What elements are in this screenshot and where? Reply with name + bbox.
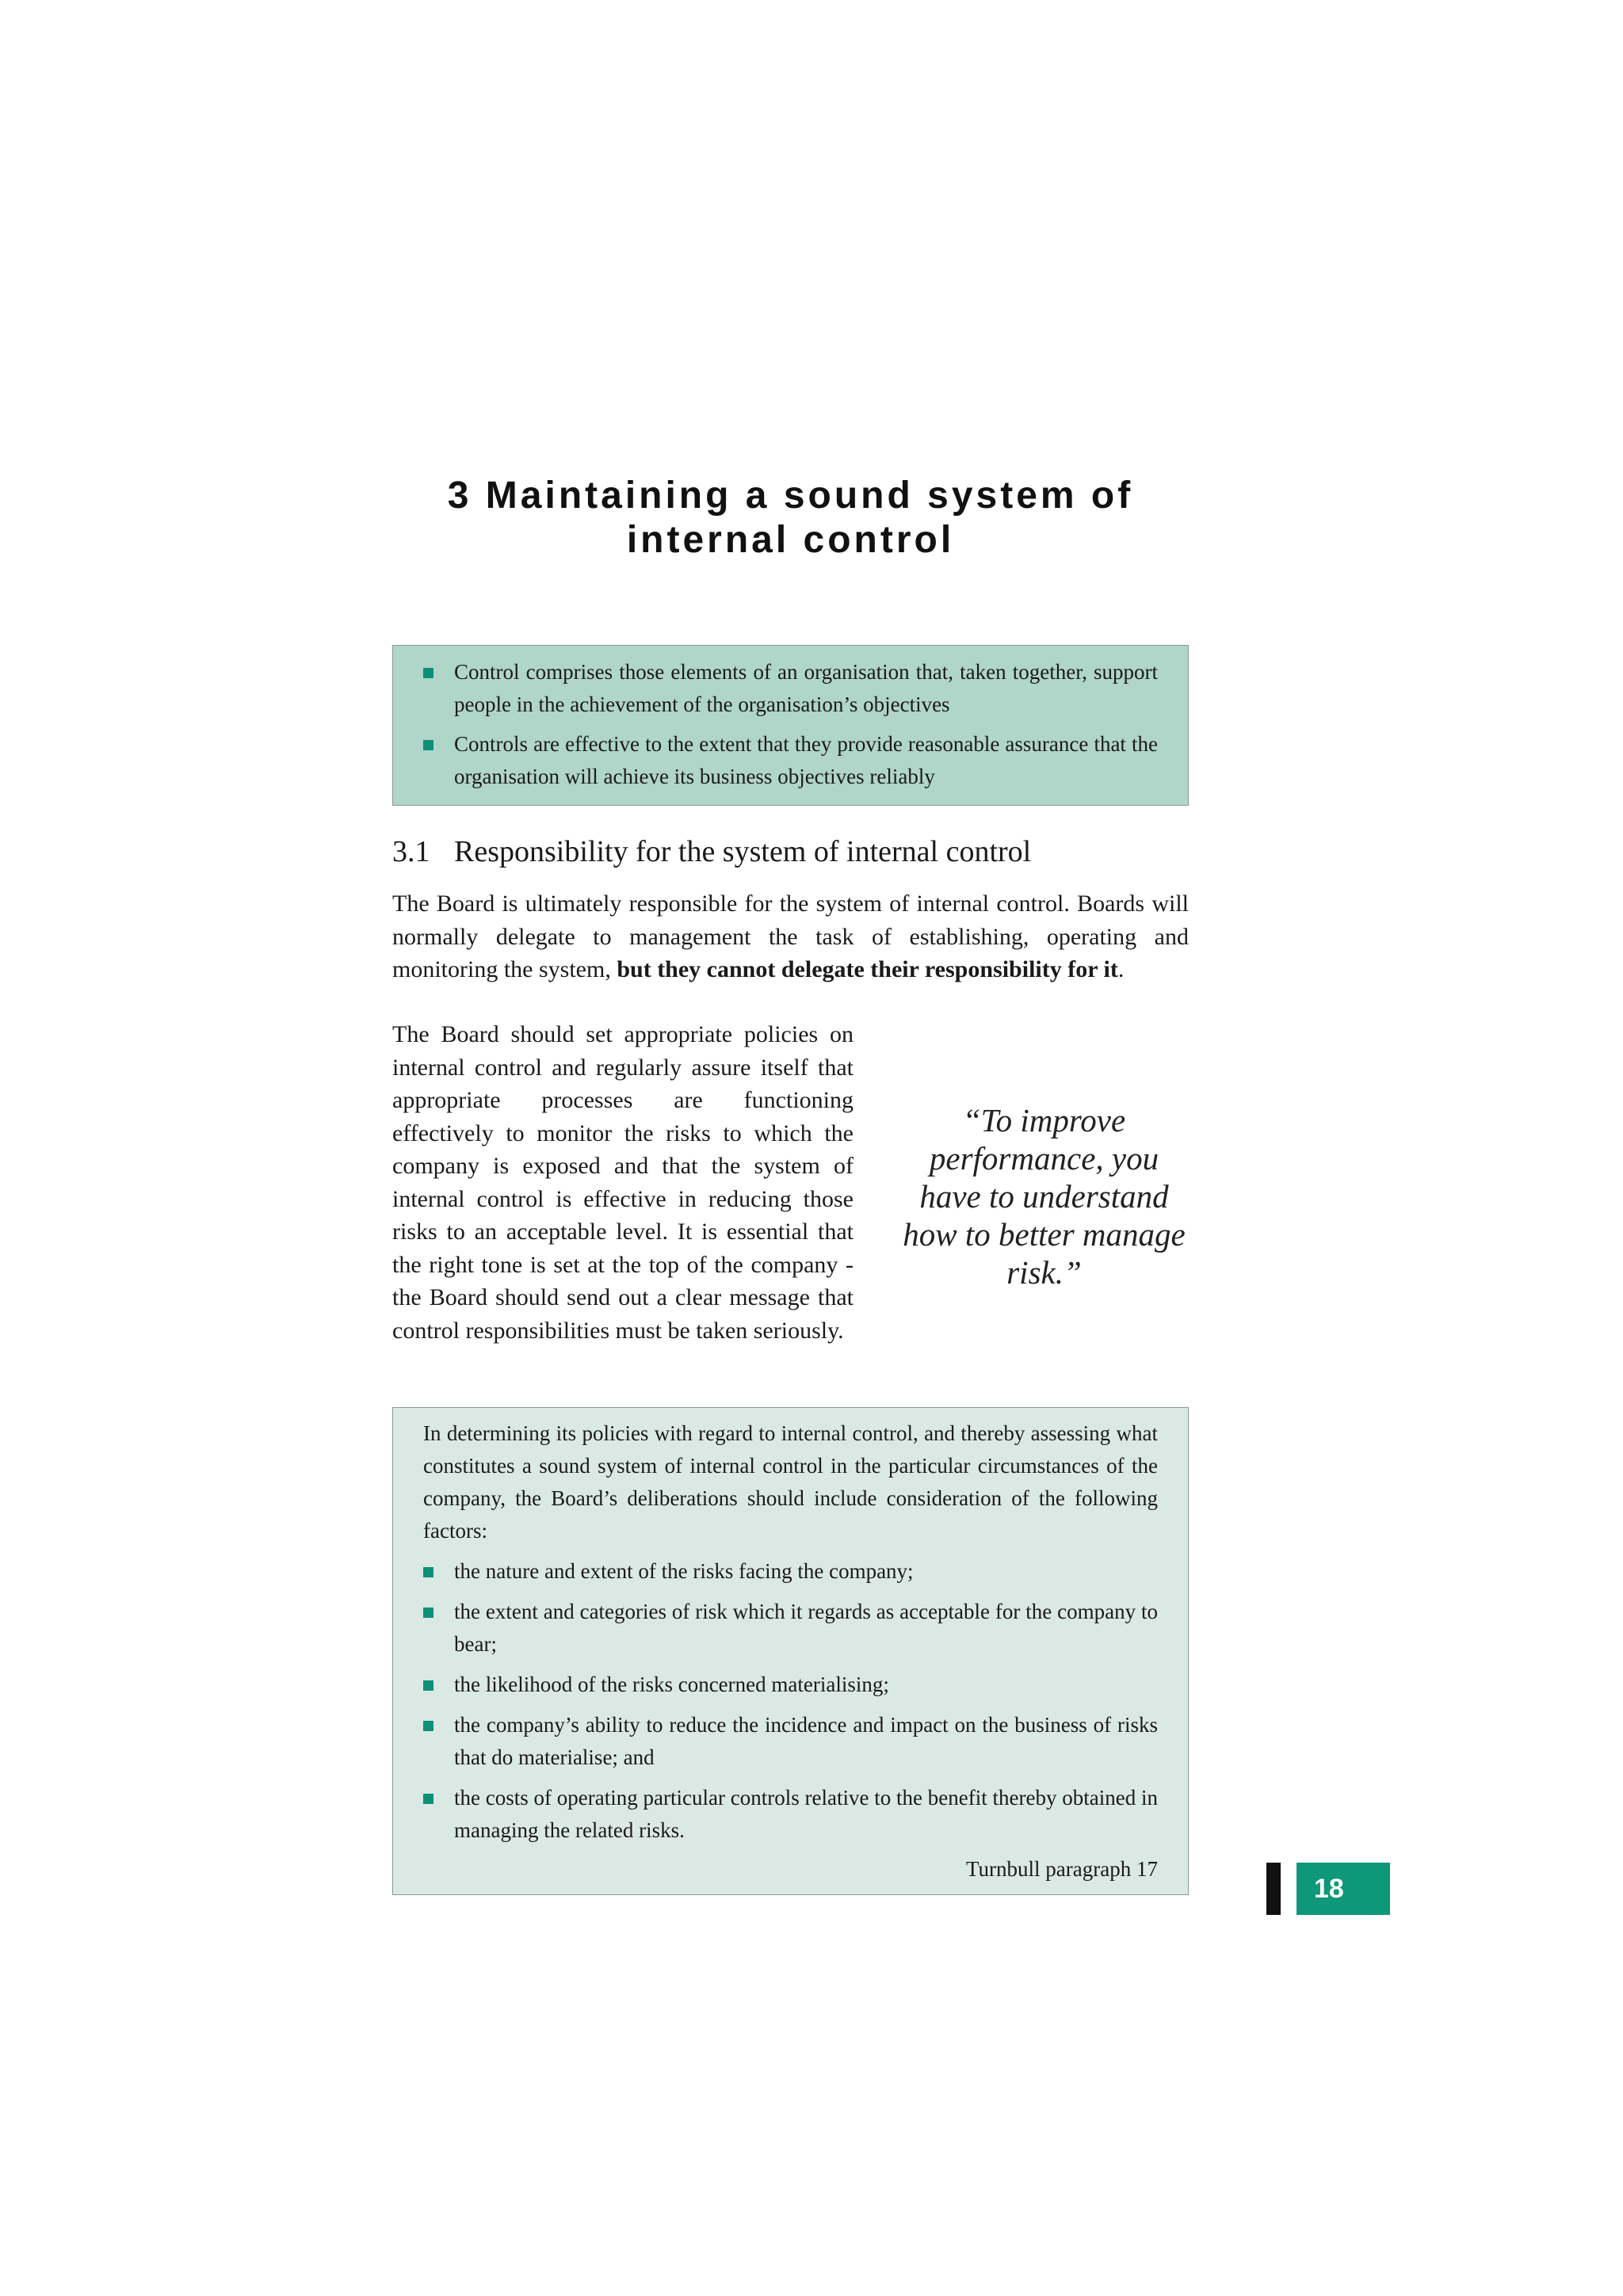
body-paragraph-1-text: The Board is ultimately responsible for the system of internal control. Boards will normally delegate to management the task of establishing, operating and monitoring the system, [392,891,1189,982]
bullet-square-icon [423,1794,433,1804]
key-point-item [423,656,1158,721]
chapter-title [392,474,1189,563]
chapter-title-line-2: internal control [626,519,955,561]
factor-item [423,1596,1158,1661]
body-paragraph-2: The Board should set appropriate policies on internal control and regularly assure itself that appropriate processes are functioning effectively to monitor the risks to which the company is exposed and that the system of internal control is effective in reducing those risks to an acceptable level. It is essential that the right tone is set at the top of the company - the Board should send out a clear message that control responsibilities must be taken seriously. [392,1021,854,1344]
factor-text: the costs of operating particular controls relative to the benefit thereby obtained in managing the related risks. [454,1786,1158,1842]
body-paragraph-1 [392,887,1189,986]
bullet-square-icon [423,1567,433,1577]
page-number: 18 [1296,1863,1390,1915]
section-title: Responsibility for the system of internal control [454,835,1032,868]
factor-item [423,1555,1158,1588]
key-points-box [392,645,1189,806]
chapter-title-line-1: 3 Maintaining a sound system of [447,475,1134,517]
key-point-text: Controls are effective to the extent that they provide reasonable assurance that the organisation will achieve its business objectives reliably [454,732,1158,788]
key-point-item [423,728,1158,793]
factor-text: the nature and extent of the risks facing the company; [454,1559,914,1583]
bullet-square-icon [423,668,433,678]
bullet-square-icon [423,1721,433,1731]
bullet-square-icon [423,1680,433,1691]
section-heading [392,833,1189,870]
factor-text: the company’s ability to reduce the incidence and impact on the business of risks that do materialise; and [454,1713,1158,1769]
pull-quote: “To improve performance, you have to understand how to better manage risk.” [903,1102,1186,1291]
factor-item [423,1709,1158,1774]
bullet-square-icon [423,740,433,750]
source-reference: Turnbull paragraph 17 [966,1857,1158,1881]
factors-intro: In determining its policies with regard to internal control, and thereby assessing what constitutes a sound system of internal control in the particular circumstances of the company, the Board’s deliberations should include consideration of the following factors: [423,1421,1158,1543]
factor-text: the likelihood of the risks concerned materialising; [454,1672,889,1696]
factors-list [423,1555,1158,1847]
key-point-text: Control comprises those elements of an organisation that, taken together, support people in the achievement of the organisation’s objectives [454,660,1158,716]
factor-text: the extent and categories of risk which it regards as acceptable for the company to bear; [454,1600,1158,1656]
factor-item [423,1782,1158,1847]
bullet-square-icon [423,1608,433,1618]
section-number: 3.1 [392,835,430,868]
key-points-list [423,656,1158,793]
body-paragraph-1-end: . [1117,956,1125,982]
body-paragraph-1-emphasis: but they cannot delegate their responsibility for it [617,956,1118,982]
factor-item [423,1669,1158,1701]
page-marker-bar [1266,1863,1281,1915]
turnbull-factors-box [392,1407,1189,1895]
